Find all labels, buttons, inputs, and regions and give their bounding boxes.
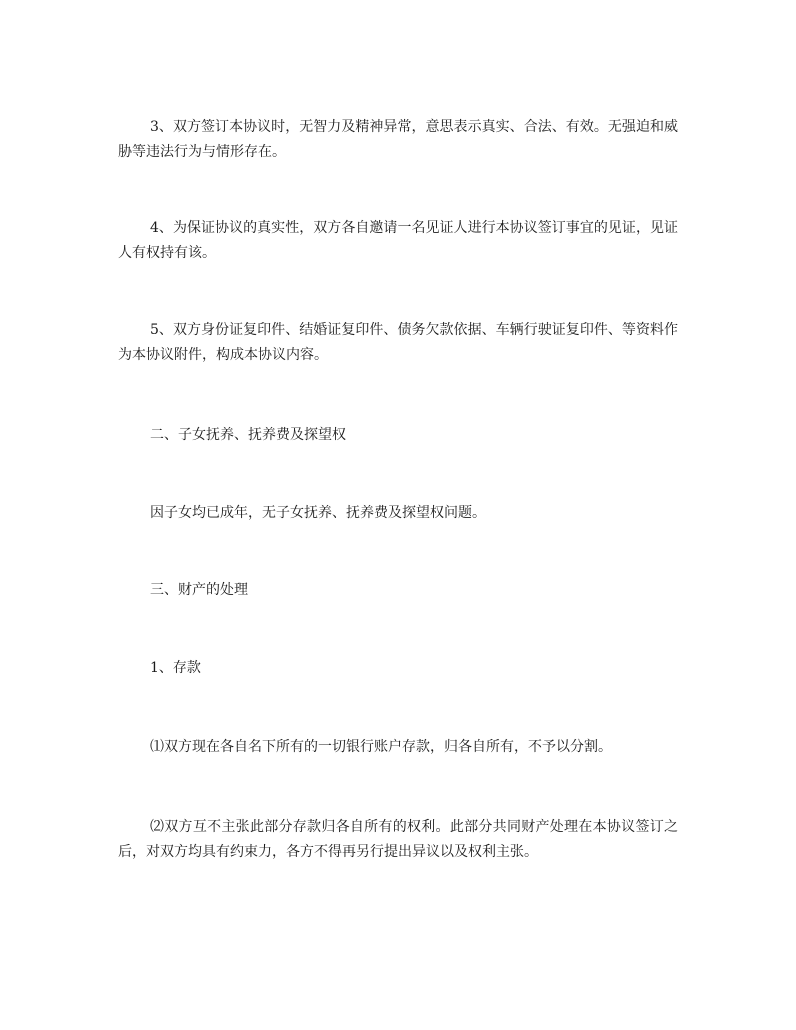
- item-1-paragraph: ⑴双方现在各自名下所有的一切银行账户存款，归各自所有，不予以分割。: [150, 739, 612, 755]
- section-2-heading: 二、子女抚养、抚养费及探望权: [150, 427, 346, 443]
- section-3-heading: 三、财产的处理: [150, 582, 248, 598]
- clause-4-paragraph: 4、为保证协议的真实性，双方各自邀请一名见证人进行本协议签订事宜的见证，见证人有权持有该。: [118, 220, 678, 261]
- clause-3-paragraph: 3、双方签订本协议时，无智力及精神异常，意思表示真实、合法、有效。无强迫和威胁等违法行为与情形存在。: [118, 119, 678, 160]
- section-2-paragraph: 因子女均已成年，无子女抚养、抚养费及探望权问题。: [150, 505, 486, 521]
- clause-5-paragraph: 5、双方身份证复印件、结婚证复印件、债务欠款依据、车辆行驶证复印件、等资料作为本协议附件，构成本协议内容。: [118, 322, 678, 363]
- item-2-paragraph: ⑵双方互不主张此部分存款归各自所有的权利。此部分共同财产处理在本协议签订之后，对双方均具有约束力，各方不得再另行提出异议以及权利主张。: [118, 819, 678, 860]
- subsection-1-heading: 1、存款: [150, 660, 201, 676]
